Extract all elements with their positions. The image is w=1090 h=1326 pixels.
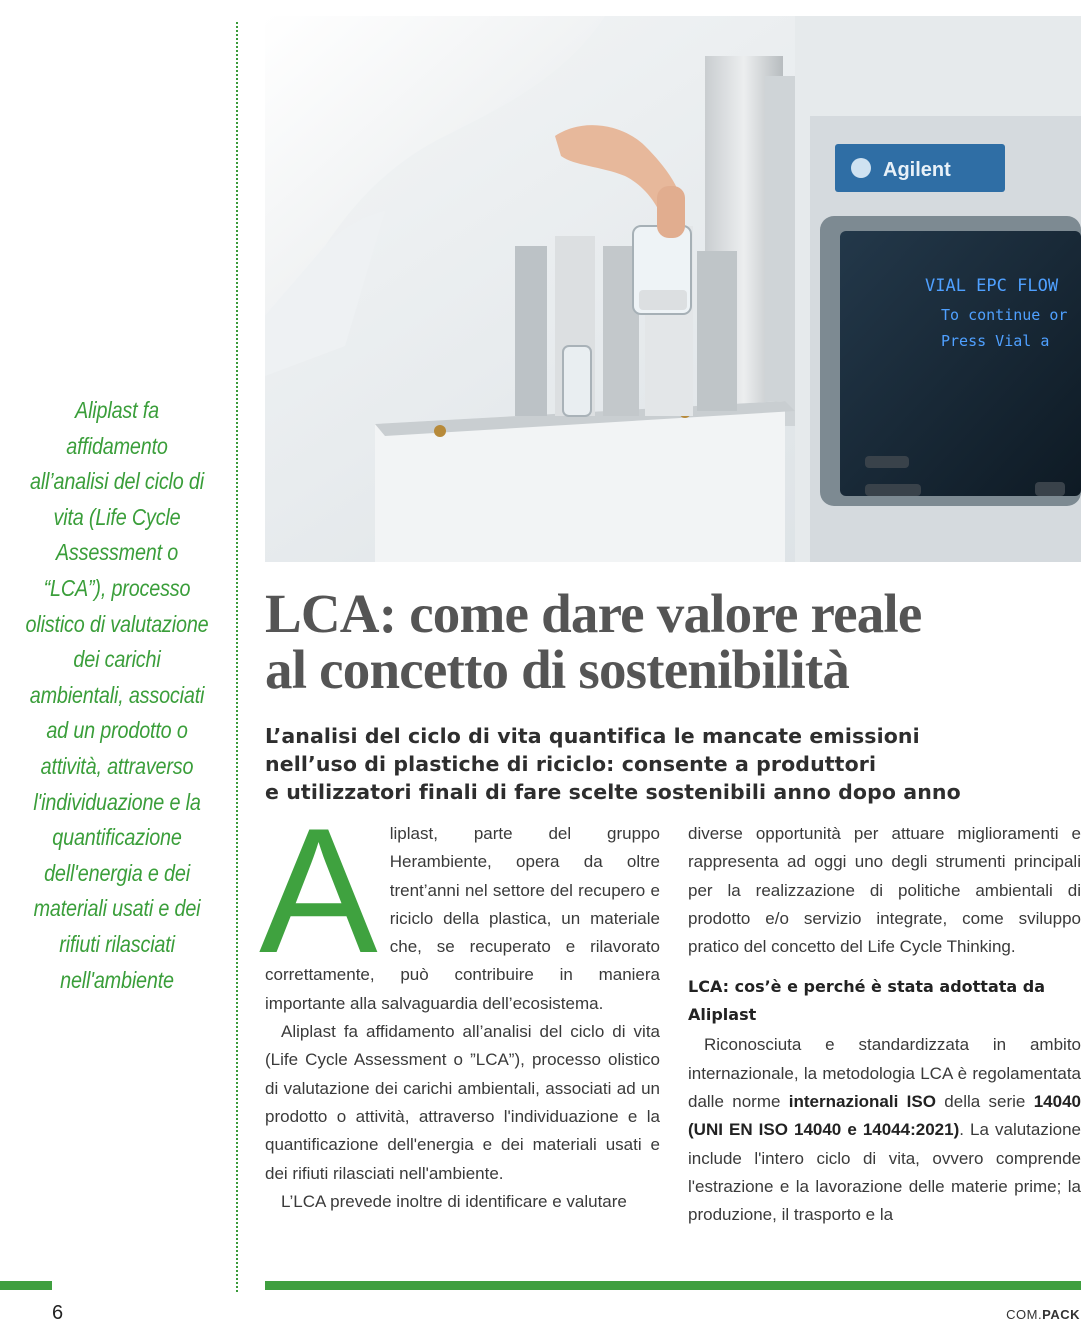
svg-text:Agilent: Agilent xyxy=(883,159,951,181)
sidebar-pullquote: Aliplast fa affidamento all’analisi del ciclo di vita (Life Cycle Assessment o “LCA”), processo olistico di valutazione dei carichi ambientali, associati ad un prodotto o attività, attraverso l'individuazione e la quantificazione dell'energia e dei materiali usati e dei rifiuti rilasciati nell'ambiente xyxy=(25,397,209,993)
text-run: Riconosciuta e standardizzata in ambito internazionale, la metodologia LCA è regolamentata dalle norme xyxy=(688,1035,1081,1112)
lab-photo xyxy=(265,16,1081,562)
section-subhead: LCA: cos’è e perché è stata adottata da Aliplast xyxy=(688,977,1046,1025)
intro-text: liplast, parte del gruppo Herambiente, opera da oltre trent’anni nel settore del recupero e riciclo della plastica, un materiale che, se recuperato e rilavorato correttamente, può contribuire in maniera importante alla salvaguardia dell’ecosistema. xyxy=(265,824,660,1013)
headline-line-1: LCA: come dare valore reale xyxy=(265,583,922,644)
screen-line-3: Press Vial a xyxy=(941,332,1050,350)
body-paragraph-3: L’LCA prevede inoltre di identificare e valutare xyxy=(281,1191,627,1211)
page-number: 6 xyxy=(52,1302,64,1324)
photo-brand-label xyxy=(883,159,951,181)
footer-accent-bar xyxy=(265,1281,1081,1290)
deck-line-2: nell’uso di plastiche di riciclo: consente a produttori xyxy=(265,752,877,776)
brand-suffix: PACK xyxy=(1042,1307,1080,1322)
deck-line-1: L’analisi del ciclo di vita quantifica le mancate emissioni xyxy=(265,724,920,748)
footer-accent-bar-left xyxy=(0,1281,52,1290)
text-run: . La valutazione include l'intero ciclo di vita, ovvero comprende l'estrazione e la lavorazione delle materie prime; la produzione, il trasporto e la xyxy=(688,1120,1081,1225)
article-column-1 xyxy=(259,791,660,1216)
screen-line-1: VIAL EPC FLOW xyxy=(925,276,1059,296)
article-headline xyxy=(265,583,1065,700)
drop-cap: A xyxy=(259,791,378,990)
deck-line-3: e utilizzatori finali di fare scelte sostenibili anno dopo anno xyxy=(265,780,961,804)
screen-line-2: To continue or xyxy=(941,306,1068,324)
publication-brand xyxy=(1006,1307,1080,1322)
headline-line-2: al concetto di sostenibilità xyxy=(265,639,850,700)
intro-paragraph xyxy=(259,791,660,1018)
col2-paragraph-2 xyxy=(688,1031,1081,1229)
bold-run: internazionali ISO xyxy=(788,1092,936,1112)
text-run: della serie xyxy=(935,1092,1034,1112)
body-paragraph-2: Aliplast fa affidamento all’analisi del ciclo di vita (Life Cycle Assessment o ”LCA”), processo olistico di valutazione dei carichi ambientali, associati ad un prodotto o attività, attraverso l'individuazione e la quantificazione dell'energia e dei materiali usati e dei rifiuti rilasciati nell'ambiente. xyxy=(265,1022,660,1183)
col2-paragraph-1: diverse opportunità per attuare miglioramenti e rappresenta ad oggi uno degli strumenti principali per la realizzazione di politiche ambientali di prodotto e/o servizio integrate, come sviluppo pratico del concetto del Life Cycle Thinking. xyxy=(688,824,1081,957)
article-column-2 xyxy=(688,820,1081,1230)
article-deck xyxy=(265,722,1065,806)
bold-run: 14040 (UNI EN ISO 14040 e 14044:2021) xyxy=(688,1092,1081,1140)
brand-prefix: COM. xyxy=(1006,1307,1043,1322)
sidebar-divider xyxy=(236,22,238,1292)
